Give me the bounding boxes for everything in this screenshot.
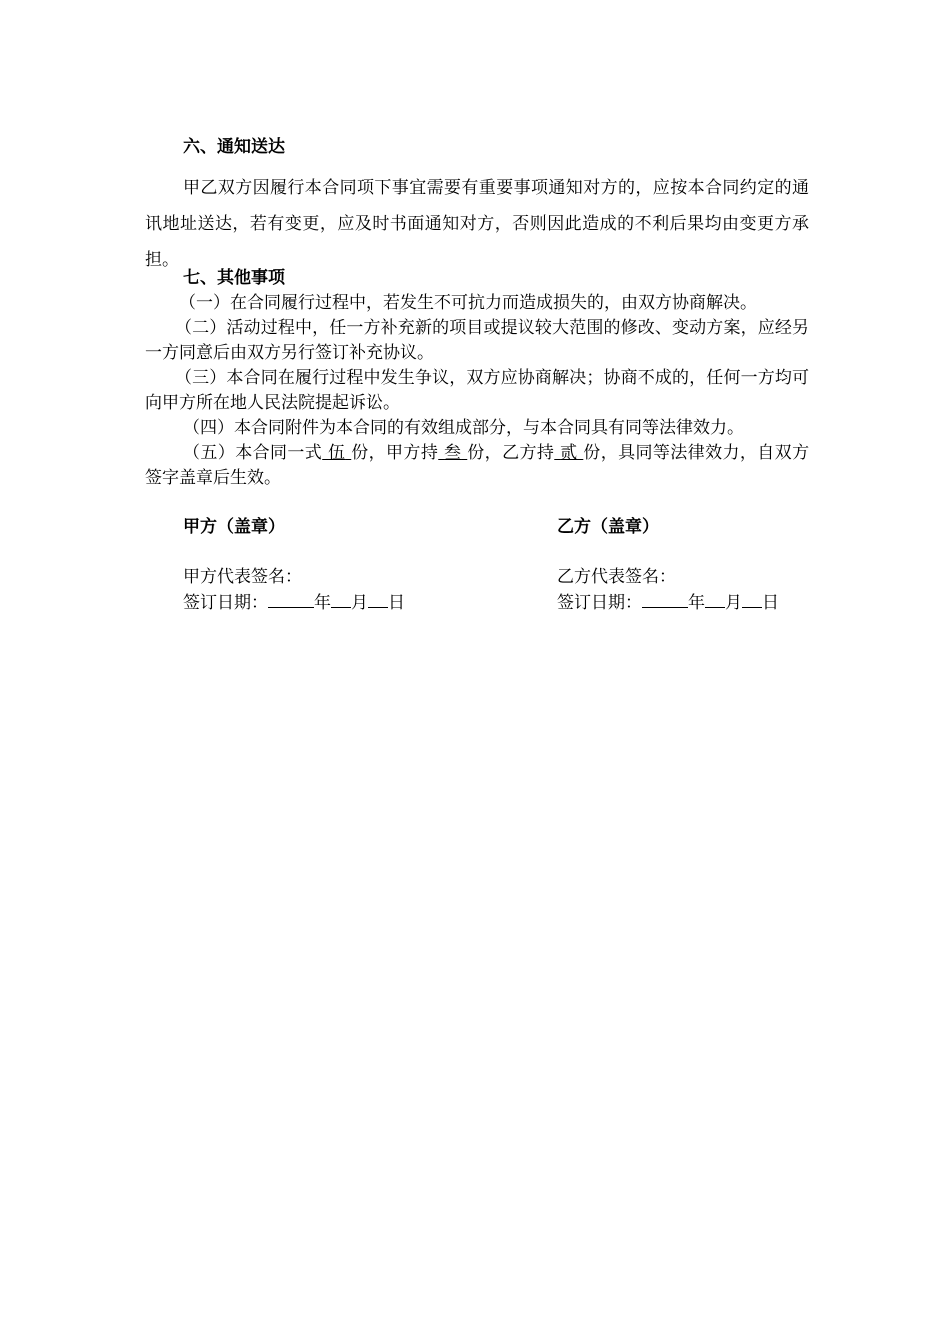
party-b-rep-signature-label: 乙方代表签名： (557, 567, 676, 587)
total-copies-value: 伍 (328, 443, 346, 463)
section-6-heading: 六、通知送达 (183, 137, 285, 157)
party-b-year-blank (642, 591, 688, 608)
party-a-month-blank (331, 591, 351, 608)
section-7-item-5: （五）本合同一式 伍 份，甲方持 叁 份，乙方持 贰 份，具同等法律效力，自双方签字盖章后生效。 (145, 443, 810, 488)
party-b-sign-date: 签订日期： 年 月 日 (557, 593, 779, 613)
party-a-sign-date: 签订日期： 年 月 日 (183, 593, 405, 613)
party-b-month-blank (705, 591, 725, 608)
section-7-item-1: （一）在合同履行过程中，若发生不可抗力而造成损失的，由双方协商解决。 (179, 293, 757, 313)
section-6-text: 甲乙双方因履行本合同项下事宜需要有重要事项通知对方的，应按本合同约定的通讯地址送达，若有变更，应及时书面通知对方，否则因此造成的不利后果均由变更方承担。 (145, 178, 809, 270)
party-a-day-blank (368, 591, 388, 608)
party-b-copies-value: 贰 (560, 443, 578, 463)
party-b-seal-title: 乙方（盖章） (557, 517, 659, 537)
party-b-day-blank (742, 591, 762, 608)
party-a-seal-title: 甲方（盖章） (183, 517, 285, 537)
party-a-copies-value: 叁 (444, 443, 462, 463)
section-7-body (145, 291, 809, 491)
party-a-year-blank (268, 591, 314, 608)
section-7-heading: 七、其他事项 (183, 268, 285, 288)
section-7-item-2: （二）活动过程中，任一方补充新的项目或提议较大范围的修改、变动方案，应经另一方同意后由双方另行签订补充协议。 (145, 318, 809, 363)
section-7-item-3: （三）本合同在履行过程中发生争议，双方应协商解决；协商不成的，任何一方均可向甲方所在地人民法院提起诉讼。 (145, 368, 809, 413)
section-6-body (145, 170, 809, 278)
section-7-item-4: （四）本合同附件为本合同的有效组成部分，与本合同具有同等法律效力。 (183, 418, 744, 438)
party-a-rep-signature-label: 甲方代表签名： (183, 567, 302, 587)
